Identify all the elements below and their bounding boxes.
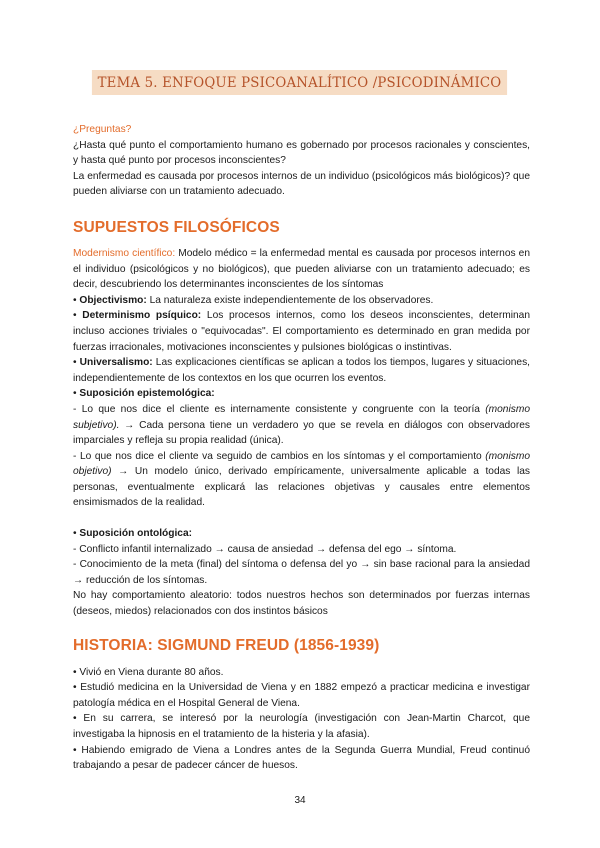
- spacer: [73, 511, 530, 526]
- title-wrap: [0, 70, 600, 95]
- determinismo-label: Determinismo psíquico:: [82, 310, 202, 322]
- objetivismo-paragraph: • Objectivismo: La naturaleza existe independientemente de los observadores.: [73, 294, 434, 306]
- epi1-text: - Lo que nos dice el cliente es internamente consistente y congruente con la teoría: [73, 403, 486, 415]
- historia-item: • Estudió medicina en la Universidad de Viena y en 1882 empezó a practicar medicina e investigar patología médica en el Hospital General de Viena.: [73, 682, 530, 709]
- epi1-rest: → Cada persona tiene un verdadero yo que se revela en diálogos con observadores imparciales y refleja su propia realidad (única).: [73, 419, 530, 447]
- epistemologica-heading: • Suposición epistemológica:: [73, 388, 215, 400]
- historia-heading: HISTORIA: SIGMUND FREUD (1856-1939): [73, 636, 380, 654]
- modernismo-label: Modernismo científico:: [73, 247, 176, 259]
- ontologica-heading: • Suposición ontológica:: [73, 528, 193, 540]
- determinismo-text: Los procesos internos, como los deseos inconscientes, determinan incluso acciones triviales o "equivocadas". El comportamiento es determinado en gran medida por fuerzas irracionales, motivaciones inconscientes y pulsiones biológicas o instintivas.: [73, 310, 530, 353]
- historia-item: • Vivió en Viena durante 80 años.: [73, 666, 224, 678]
- supuestos-heading: SUPUESTOS FILOSÓFICOS: [73, 218, 280, 236]
- objetivismo-text: La naturaleza existe independientemente de los observadores.: [146, 294, 434, 306]
- epistemologica-item-2: [73, 449, 530, 511]
- epi2-italic: (monismo objetivo): [73, 450, 530, 478]
- epistemologica-label: Suposición epistemológica:: [79, 388, 215, 400]
- document-body: [73, 122, 530, 774]
- page-number: 34: [294, 795, 306, 806]
- epi1-italic: (monismo subjetivo).: [73, 403, 530, 431]
- question-1: ¿Hasta qué punto el comportamiento humano es gobernado por procesos racionales y conscientes, y hasta qué punto por procesos inconscientes?: [73, 139, 530, 167]
- universalismo-paragraph: • Universalismo: Las explicaciones científicas se aplican a todos los tiempos, lugares y situaciones, independientemente de los contextos en los que ocurren los eventos.: [73, 357, 530, 384]
- ontologica-item-2: - Conocimiento de la meta (final) del síntoma o defensa del yo → sin base racional para la ansiedad → reducción de los síntomas.: [73, 559, 530, 586]
- universalismo-label: Universalismo:: [79, 357, 153, 369]
- historia-item: • En su carrera, se interesó por la neurología (investigación con Jean-Martin Charcot, que investigaba la hipnosis en el tratamiento de la histeria y la afasia).: [73, 713, 530, 740]
- modernismo-text: Modelo médico = la enfermedad mental es causada por procesos internos en el individuo (psicológicos y no biológicos), que pueden aliviarse con un tratamiento adecuado; es decir, descubriendo los determinantes inconscientes de los síntomas: [73, 247, 530, 291]
- question-2: La enfermedad es causada por procesos internos de un individuo (psicológicos más biológicos)? que pueden aliviarse con un tratamiento adecuado.: [73, 170, 530, 198]
- ontologica-label: Suposición ontológica:: [79, 528, 193, 540]
- epi2-rest: → Un modelo único, derivado empíricamente, universalmente aplicable a todas las personas, eventualmente explicará las relaciones objetivas y causales entre elementos ensimismados de la realidad.: [73, 466, 530, 509]
- ontologica-item-3: No hay comportamiento aleatorio: todos nuestros hechos son determinados por fuerzas internas (deseos, miedos) relacionados con dos instintos básicos: [73, 590, 530, 618]
- historia-item: • Habiendo emigrado de Viena a Londres antes de la Segunda Guerra Mundial, Freud continuó trabajando a pesar de padecer cáncer de huesos.: [73, 744, 530, 772]
- preguntas-heading: ¿Preguntas?: [73, 124, 132, 135]
- epi2-text: - Lo que nos dice el cliente va seguido de cambios en los síntomas y el comportamiento: [73, 450, 486, 462]
- determinismo-paragraph: • Determinismo psíquico: Los procesos internos, como los deseos inconscientes, determinan incluso acciones triviales o "equivocadas". El comportamiento es determinado en gran medida por fuerzas irracionales, motivaciones inconscientes y pulsiones biológicas o instintivas.: [73, 310, 530, 353]
- ontologica-item-1: - Conflicto infantil internalizado → causa de ansiedad → defensa del ego → síntoma.: [73, 543, 457, 555]
- universalismo-text: Las explicaciones científicas se aplican a todos los tiempos, lugares y situaciones, independientemente de los contextos en los que ocurren los eventos.: [73, 357, 530, 384]
- objetivismo-label: Objectivismo:: [79, 294, 147, 306]
- modernismo-paragraph: [73, 246, 530, 293]
- epistemologica-item-1: [73, 402, 530, 449]
- page-title: TEMA 5. ENFOQUE PSICOANALÍTICO /PSICODINÁMICO: [92, 70, 507, 95]
